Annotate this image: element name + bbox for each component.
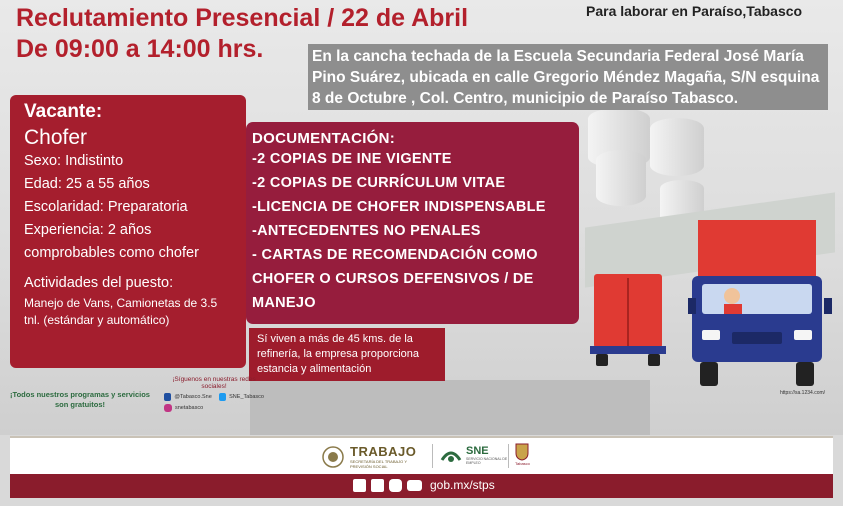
bottom-bar xyxy=(10,474,833,498)
instagram-icon[interactable] xyxy=(164,404,172,412)
sne-emblem-icon xyxy=(440,444,462,466)
venue-text: En la cancha techada de la Escuela Secundaria Federal José María Pino Suárez, ubicada en calle Gregorio Méndez Magaña, S/N esquina 8 de Octubre , Col. Centro, municipio de Paraíso Tabasco. xyxy=(312,48,820,107)
instagram-icon[interactable] xyxy=(389,479,402,492)
documentation-item: -ANTECEDENTES NO PENALES xyxy=(252,223,481,239)
image-credit: https://sa.1234.com/ xyxy=(780,390,826,396)
vacancy-card xyxy=(10,95,246,368)
activities-text: Manejo de Vans, Camionetas de 3.5 tnl. (estándar y automático) xyxy=(24,296,218,327)
vacancy-detail: Escolaridad: Preparatoria xyxy=(24,199,188,215)
documentation-card xyxy=(246,122,579,324)
tabasco-shield-icon xyxy=(515,443,529,461)
free-services-text: ¡Todos nuestros programas y servicios son gratuitos! xyxy=(10,390,150,409)
storage-tank xyxy=(596,150,646,206)
event-hours: De 09:00 a 14:00 hrs. xyxy=(16,35,264,63)
sne-subtitle: SERVICIO NACIONAL DE EMPLEO xyxy=(466,457,508,465)
trabajo-subtitle: SECRETARÍA DEL TRABAJO Y PREVISIÓN SOCIAL xyxy=(350,459,407,469)
sne-name: SNE xyxy=(466,445,489,457)
facebook-icon[interactable] xyxy=(353,479,366,492)
vacancy-detail: comprobables como chofer xyxy=(24,245,199,261)
trabajo-name: TRABAJO xyxy=(350,444,417,459)
gob-url-link[interactable]: gob.mx/stps xyxy=(430,478,495,492)
logo-divider xyxy=(432,444,433,468)
venue-box xyxy=(308,44,828,110)
facebook-handle[interactable]: @Tabasco.Sne xyxy=(174,394,212,400)
twitter-icon[interactable] xyxy=(219,393,226,401)
vacancy-detail: Edad: 25 a 55 años xyxy=(24,176,150,192)
mexico-seal-icon xyxy=(322,446,344,468)
activities-heading: Actividades del puesto: xyxy=(24,275,174,291)
documentation-item: -2 COPIAS DE INE VIGENTE xyxy=(252,151,452,167)
storage-tank xyxy=(650,118,704,176)
youtube-icon[interactable] xyxy=(407,480,422,491)
vacancy-position: Chofer xyxy=(24,126,88,149)
lodging-note xyxy=(249,328,445,381)
documentation-item: -2 COPIAS DE CURRÍCULUM VITAE xyxy=(252,175,506,191)
documentation-heading: DOCUMENTACIÓN: xyxy=(252,130,396,147)
instagram-handle[interactable]: snetabasco xyxy=(175,405,204,411)
tabasco-name: Tabasco xyxy=(515,461,530,466)
documentation-item: - CARTAS DE RECOMENDACIÓN COMO xyxy=(252,247,538,263)
logo-bar xyxy=(10,436,833,474)
documentation-item: CHOFER O CURSOS DEFENSIVOS / DE xyxy=(252,271,534,287)
vacancy-heading: Vacante: xyxy=(24,101,103,122)
truck-rear-illustration xyxy=(590,272,672,368)
tabasco-logo xyxy=(515,443,530,466)
vacancy-detail: Experiencia: 2 años xyxy=(24,222,152,238)
trabajo-logo xyxy=(322,444,416,469)
road-area xyxy=(250,380,650,435)
vacancy-detail: Sexo: Indistinto xyxy=(24,153,124,169)
social-heading: ¡Síguenos en nuestras redes sociales! xyxy=(172,376,256,390)
social-block xyxy=(164,376,264,412)
twitter-icon[interactable] xyxy=(371,479,384,492)
lodging-note-text: Sí viven a más de 45 kms. de la refinería, la empresa proporciona estancia y alimentación xyxy=(257,333,420,375)
truck-front-illustration xyxy=(688,220,833,388)
facebook-icon[interactable] xyxy=(164,393,171,401)
sne-logo xyxy=(440,444,510,466)
documentation-item: MANEJO xyxy=(252,295,316,311)
logo-divider xyxy=(508,444,509,468)
documentation-item: -LICENCIA DE CHOFER INDISPENSABLE xyxy=(252,199,546,215)
event-title: Reclutamiento Presencial / 22 de Abril xyxy=(16,4,469,32)
twitter-handle[interactable]: SNE_Tabasco xyxy=(229,394,264,400)
work-location: Para laborar en Paraíso,Tabasco xyxy=(586,3,803,19)
